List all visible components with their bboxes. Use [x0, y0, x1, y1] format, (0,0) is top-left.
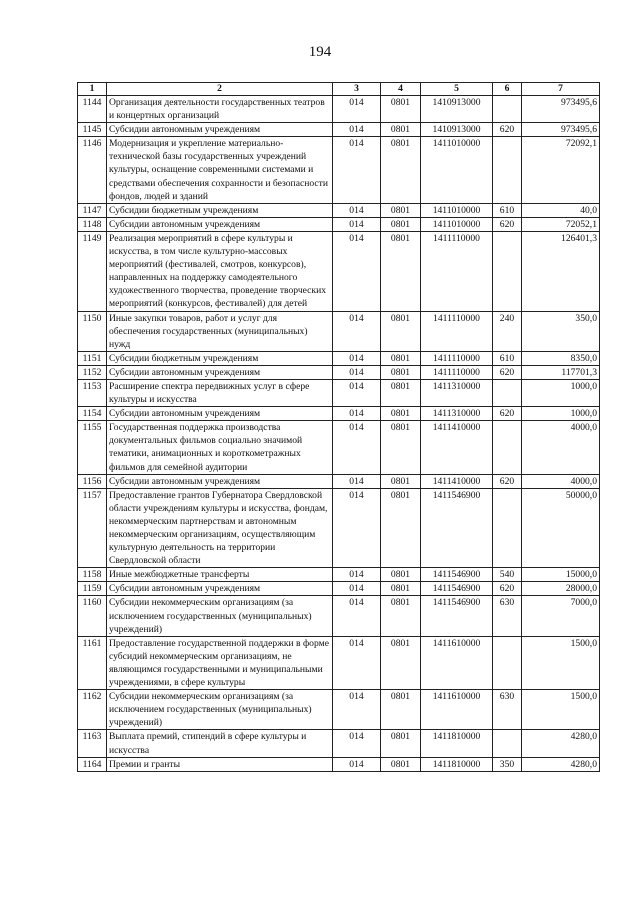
row-amount: 1500,0: [522, 690, 600, 730]
row-amount: 350,0: [522, 311, 600, 351]
row-name: Премии и гранты: [107, 757, 333, 771]
table-row: [78, 203, 600, 217]
table-row: [78, 582, 600, 596]
table-row: [78, 365, 600, 379]
row-name: Субсидии автономным учреждениям: [107, 582, 333, 596]
row-number: 1149: [78, 231, 107, 311]
row-number: 1162: [78, 690, 107, 730]
row-number: 1158: [78, 568, 107, 582]
row-expense-type: 620: [493, 407, 522, 421]
column-header: 2: [107, 83, 333, 96]
row-ministry-code: 014: [333, 407, 381, 421]
row-target-code: 1411410000: [421, 421, 493, 474]
row-ministry-code: 014: [333, 203, 381, 217]
row-ministry-code: 014: [333, 137, 381, 203]
row-amount: 72052,1: [522, 217, 600, 231]
row-number: 1153: [78, 379, 107, 406]
row-target-code: 1410913000: [421, 96, 493, 123]
row-target-code: 1411110000: [421, 351, 493, 365]
row-ministry-code: 014: [333, 636, 381, 689]
row-section-code: 0801: [381, 96, 421, 123]
row-section-code: 0801: [381, 690, 421, 730]
row-expense-type: [493, 421, 522, 474]
row-ministry-code: 014: [333, 757, 381, 771]
row-target-code: 1410913000: [421, 123, 493, 137]
table-row: [78, 596, 600, 636]
row-name: Субсидии автономным учреждениям: [107, 474, 333, 488]
row-name: Государственная поддержка производства документальных фильмов социально значимой тематики, анимационных и короткометражных фильмов для семейной аудитории: [107, 421, 333, 474]
table-row: [78, 757, 600, 771]
row-amount: 1500,0: [522, 636, 600, 689]
column-header: 1: [78, 83, 107, 96]
row-ministry-code: 014: [333, 365, 381, 379]
table-header-row: [78, 83, 600, 96]
row-name: Субсидии некоммерческим организациям (за исключением государственных (муниципальных) учреждений): [107, 596, 333, 636]
row-section-code: 0801: [381, 365, 421, 379]
row-section-code: 0801: [381, 636, 421, 689]
table-row: [78, 123, 600, 137]
row-name: Иные закупки товаров, работ и услуг для обеспечения государственных (муниципальных) нужд: [107, 311, 333, 351]
row-name: Расширение спектра передвижных услуг в сфере культуры и искусства: [107, 379, 333, 406]
row-number: 1161: [78, 636, 107, 689]
row-ministry-code: 014: [333, 123, 381, 137]
row-target-code: 1411010000: [421, 217, 493, 231]
row-name: Реализация мероприятий в сфере культуры и искусства, в том числе культурно-массовых мероприятий (фестивалей, смотров, конкурсов), направленных на поддержку самодеятельного художественного творчества, проведение творческих мероприятий (конкурсов, фестивалей) для детей: [107, 231, 333, 311]
row-expense-type: [493, 137, 522, 203]
row-amount: 28000,0: [522, 582, 600, 596]
row-number: 1145: [78, 123, 107, 137]
row-expense-type: 540: [493, 568, 522, 582]
row-target-code: 1411110000: [421, 231, 493, 311]
row-expense-type: 630: [493, 596, 522, 636]
row-amount: 4000,0: [522, 474, 600, 488]
row-name: Субсидии автономным учреждениям: [107, 217, 333, 231]
row-target-code: 1411310000: [421, 379, 493, 406]
row-expense-type: 620: [493, 123, 522, 137]
row-expense-type: 630: [493, 690, 522, 730]
row-section-code: 0801: [381, 351, 421, 365]
row-section-code: 0801: [381, 123, 421, 137]
row-amount: 973495,6: [522, 96, 600, 123]
row-name: Субсидии бюджетным учреждениям: [107, 203, 333, 217]
row-expense-type: [493, 488, 522, 568]
row-number: 1152: [78, 365, 107, 379]
row-section-code: 0801: [381, 137, 421, 203]
row-expense-type: 610: [493, 351, 522, 365]
row-target-code: 1411546900: [421, 568, 493, 582]
row-number: 1160: [78, 596, 107, 636]
row-expense-type: 240: [493, 311, 522, 351]
column-header: 7: [522, 83, 600, 96]
row-section-code: 0801: [381, 231, 421, 311]
table-row: [78, 379, 600, 406]
row-expense-type: 620: [493, 217, 522, 231]
table-row: [78, 311, 600, 351]
row-amount: 4280,0: [522, 730, 600, 757]
row-number: 1151: [78, 351, 107, 365]
row-section-code: 0801: [381, 474, 421, 488]
row-expense-type: 620: [493, 365, 522, 379]
row-section-code: 0801: [381, 421, 421, 474]
row-amount: 4000,0: [522, 421, 600, 474]
row-ministry-code: 014: [333, 488, 381, 568]
row-section-code: 0801: [381, 311, 421, 351]
row-expense-type: 620: [493, 582, 522, 596]
row-target-code: 1411546900: [421, 582, 493, 596]
row-number: 1163: [78, 730, 107, 757]
row-target-code: 1411110000: [421, 311, 493, 351]
row-expense-type: 350: [493, 757, 522, 771]
column-header: 5: [421, 83, 493, 96]
row-name: Субсидии некоммерческим организациям (за исключением государственных (муниципальных) учреждений): [107, 690, 333, 730]
row-amount: 72092,1: [522, 137, 600, 203]
table-row: [78, 568, 600, 582]
table-row: [78, 690, 600, 730]
row-target-code: 1411410000: [421, 474, 493, 488]
table-row: [78, 407, 600, 421]
row-target-code: 1411010000: [421, 137, 493, 203]
budget-table: [77, 82, 600, 772]
row-ministry-code: 014: [333, 96, 381, 123]
row-target-code: 1411010000: [421, 203, 493, 217]
row-amount: 50000,0: [522, 488, 600, 568]
row-target-code: 1411546900: [421, 488, 493, 568]
row-target-code: 1411810000: [421, 730, 493, 757]
row-amount: 4280,0: [522, 757, 600, 771]
table-row: [78, 96, 600, 123]
table-row: [78, 217, 600, 231]
row-expense-type: [493, 636, 522, 689]
row-expense-type: 620: [493, 474, 522, 488]
row-expense-type: [493, 96, 522, 123]
row-target-code: 1411110000: [421, 365, 493, 379]
row-amount: 1000,0: [522, 379, 600, 406]
row-number: 1144: [78, 96, 107, 123]
table-row: [78, 351, 600, 365]
row-amount: 117701,3: [522, 365, 600, 379]
row-expense-type: [493, 231, 522, 311]
table-row: [78, 231, 600, 311]
row-section-code: 0801: [381, 757, 421, 771]
row-ministry-code: 014: [333, 730, 381, 757]
row-section-code: 0801: [381, 582, 421, 596]
row-ministry-code: 014: [333, 582, 381, 596]
row-ministry-code: 014: [333, 351, 381, 365]
row-section-code: 0801: [381, 568, 421, 582]
row-section-code: 0801: [381, 203, 421, 217]
row-name: Иные межбюджетные трансферты: [107, 568, 333, 582]
column-header: 4: [381, 83, 421, 96]
row-name: Модернизация и укрепление материально-технической базы государственных учреждений культуры, оснащение современными системами и средствами обеспечения сохранности и безопасности фондов, людей и зданий: [107, 137, 333, 203]
row-name: Выплата премий, стипендий в сфере культуры и искусства: [107, 730, 333, 757]
row-section-code: 0801: [381, 730, 421, 757]
row-section-code: 0801: [381, 407, 421, 421]
table-row: [78, 137, 600, 203]
row-section-code: 0801: [381, 379, 421, 406]
row-amount: 7000,0: [522, 596, 600, 636]
row-expense-type: 610: [493, 203, 522, 217]
row-number: 1155: [78, 421, 107, 474]
row-number: 1148: [78, 217, 107, 231]
table-row: [78, 488, 600, 568]
row-number: 1147: [78, 203, 107, 217]
row-number: 1157: [78, 488, 107, 568]
column-header: 6: [493, 83, 522, 96]
row-number: 1146: [78, 137, 107, 203]
row-ministry-code: 014: [333, 421, 381, 474]
table-row: [78, 730, 600, 757]
row-number: 1150: [78, 311, 107, 351]
row-name: Субсидии автономным учреждениям: [107, 407, 333, 421]
row-name: Предоставление грантов Губернатора Свердловской области учреждениям культуры и искусства, фондам, некоммерческим партнерствам и автономным некоммерческим организациям, осуществляющим культурную деятельность на территории Свердловской области: [107, 488, 333, 568]
row-name: Субсидии автономным учреждениям: [107, 365, 333, 379]
row-amount: 973495,6: [522, 123, 600, 137]
row-expense-type: [493, 379, 522, 406]
table-row: [78, 421, 600, 474]
table-row: [78, 636, 600, 689]
row-section-code: 0801: [381, 488, 421, 568]
column-header: 3: [333, 83, 381, 96]
row-target-code: 1411810000: [421, 757, 493, 771]
row-ministry-code: 014: [333, 217, 381, 231]
row-ministry-code: 014: [333, 311, 381, 351]
page-number: 194: [308, 44, 332, 60]
row-number: 1156: [78, 474, 107, 488]
row-target-code: 1411546900: [421, 596, 493, 636]
row-ministry-code: 014: [333, 379, 381, 406]
row-number: 1154: [78, 407, 107, 421]
row-name: Организация деятельности государственных театров и концертных организаций: [107, 96, 333, 123]
row-target-code: 1411610000: [421, 690, 493, 730]
row-name: Предоставление государственной поддержки в форме субсидий некоммерческим организациям, не являющимся государственными и муниципальными учреждениями, в сфере культуры: [107, 636, 333, 689]
row-section-code: 0801: [381, 217, 421, 231]
row-amount: 15000,0: [522, 568, 600, 582]
row-section-code: 0801: [381, 596, 421, 636]
row-amount: 8350,0: [522, 351, 600, 365]
row-ministry-code: 014: [333, 231, 381, 311]
row-ministry-code: 014: [333, 690, 381, 730]
row-amount: 40,0: [522, 203, 600, 217]
table-row: [78, 474, 600, 488]
row-name: Субсидии автономным учреждениям: [107, 123, 333, 137]
row-amount: 126401,3: [522, 231, 600, 311]
row-number: 1164: [78, 757, 107, 771]
row-ministry-code: 014: [333, 474, 381, 488]
row-expense-type: [493, 730, 522, 757]
row-ministry-code: 014: [333, 596, 381, 636]
row-amount: 1000,0: [522, 407, 600, 421]
row-number: 1159: [78, 582, 107, 596]
row-target-code: 1411610000: [421, 636, 493, 689]
row-name: Субсидии бюджетным учреждениям: [107, 351, 333, 365]
row-ministry-code: 014: [333, 568, 381, 582]
row-target-code: 1411310000: [421, 407, 493, 421]
